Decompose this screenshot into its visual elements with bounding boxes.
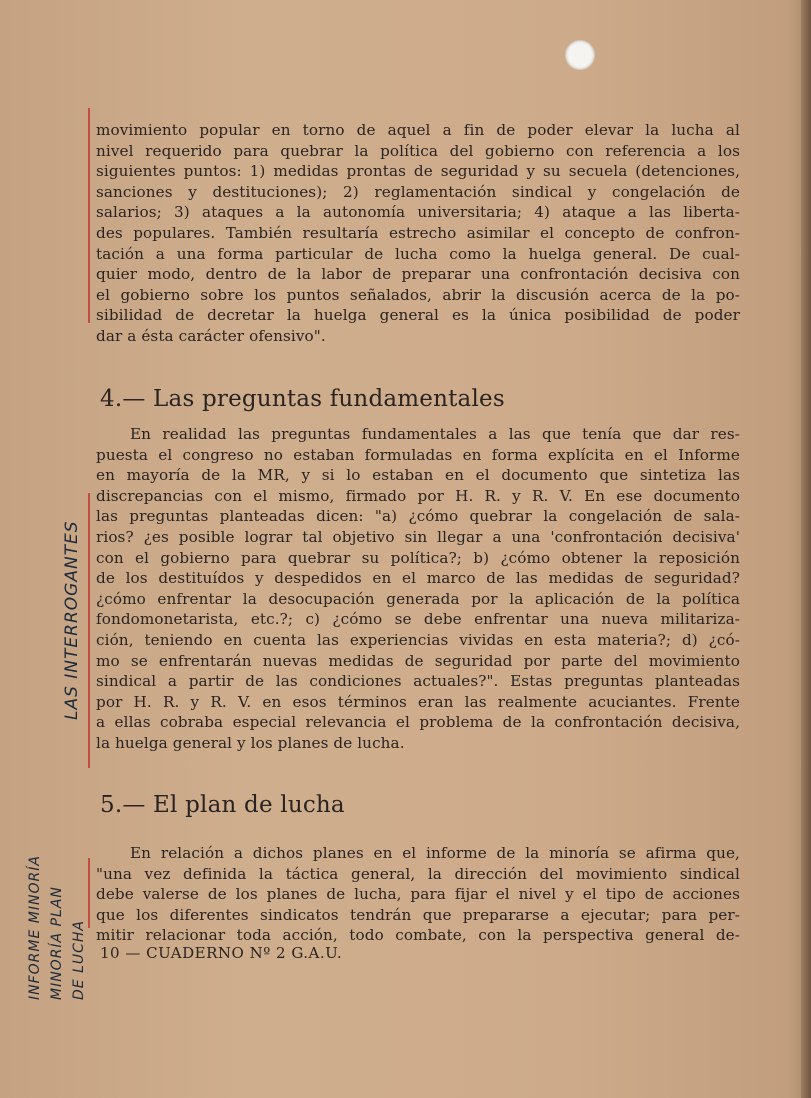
margin-mark — [88, 493, 90, 768]
handwritten-note: LAS INTERROGANTES — [62, 520, 82, 720]
section-heading: 4.— Las preguntas fundamentales — [100, 386, 505, 412]
text-line: siguientes puntos: 1) medidas prontas de seguridad y su secuela (detenciones, — [96, 162, 740, 181]
text-line: el gobierno sobre los puntos señalados, abrir la discusión acerca de la po- — [96, 285, 740, 304]
text-line: tación a una forma particular de lucha como la huelga general. De cual- — [96, 244, 740, 263]
text-line: las preguntas planteadas dicen: "a) ¿cómo quebrar la congelación de sala- — [96, 507, 740, 526]
text-line: mo se enfrentarán nuevas medidas de seguridad por parte del movimiento — [96, 651, 740, 670]
text-line: dar a ésta carácter ofensivo". — [96, 326, 326, 345]
text-line: En realidad las preguntas fundamentales a las que tenía que dar res- — [130, 425, 740, 443]
text-line: la huelga general y los planes de lucha. — [96, 733, 405, 752]
text-line: nivel requerido para quebrar la política del gobierno con referencia a los — [96, 141, 740, 160]
text-line: por H. R. y R. V. en esos términos eran las realmente acuciantes. Frente — [96, 692, 740, 711]
text-line: salarios; 3) ataques a la autonomía universitaria; 4) ataque a las liberta- — [96, 203, 740, 222]
margin-mark — [88, 108, 90, 323]
text-line: de los destituídos y despedidos en el marco de las medidas de seguridad? — [96, 569, 740, 588]
text-line: rios? ¿es posible lograr tal objetivo sin llegar a una 'confrontación decisiva' — [96, 527, 740, 546]
text-line: quier modo, dentro de la labor de preparar una confrontación decisiva con — [96, 265, 740, 284]
text-line: puesta el congreso no estaban formuladas en forma explícita en el Informe — [96, 445, 740, 464]
text-line: movimiento popular en torno de aquel a fin de poder elevar la lucha al — [96, 121, 740, 139]
text-line: ción, teniendo en cuenta las experiencias vividas en esta materia?; d) ¿có- — [96, 630, 740, 649]
handwritten-line: INFORME MINORÍA — [27, 855, 43, 1000]
text-line: discrepancias con el mismo, firmado por H. R. y R. V. En ese documento — [96, 486, 740, 505]
paragraph-2 — [96, 424, 740, 754]
page-edge — [801, 0, 811, 1098]
text-line: des populares. También resultaría estrecho asimilar el concepto de confron- — [96, 223, 740, 242]
punch-hole — [565, 40, 595, 70]
text-line: "una vez definida la táctica general, la dirección del movimiento sindical — [96, 864, 740, 883]
text-line: con el gobierno para quebrar su política?; b) ¿cómo obtener la reposición — [96, 548, 740, 567]
text-line: En relación a dichos planes en el informe de la minoría se afirma que, — [130, 844, 740, 862]
section-heading: 5.— El plan de lucha — [100, 792, 345, 818]
handwritten-note — [24, 855, 90, 1000]
text-line: sibilidad de decretar la huelga general es la única posibilidad de poder — [96, 306, 740, 325]
text-line: sanciones y destituciones); 2) reglamentación sindical y congelación de — [96, 182, 740, 201]
text-line: fondomonetarista, etc.?; c) ¿cómo se debe enfrentar una nueva militariza- — [96, 610, 740, 629]
text-line: sindical a partir de las condiciones actuales?". Estas preguntas planteadas — [96, 672, 740, 691]
text-line: mitir relacionar toda acción, todo combate, con la perspectiva general de- — [96, 926, 740, 945]
text-line: debe valerse de los planes de lucha, para fijar el nivel y el tipo de acciones — [96, 885, 740, 904]
text-line: que los diferentes sindicatos tendrán que prepararse a ejecutar; para per- — [96, 905, 740, 924]
paragraph-1 — [96, 120, 740, 347]
handwritten-line: DE LUCHA — [71, 919, 87, 1000]
text-line: a ellas cobraba especial relevancia el problema de la confrontación decisiva, — [96, 713, 740, 732]
handwritten-line: MINORÍA PLAN — [49, 886, 65, 1000]
page-footer: 10 — CUADERNO Nº 2 G.A.U. — [100, 944, 343, 962]
text-line: en mayoría de la MR, y si lo estaban en el documento que sintetiza las — [96, 466, 740, 485]
paragraph-3 — [96, 843, 740, 946]
text-line: ¿cómo enfrentar la desocupación generada por la aplicación de la política — [96, 589, 740, 608]
